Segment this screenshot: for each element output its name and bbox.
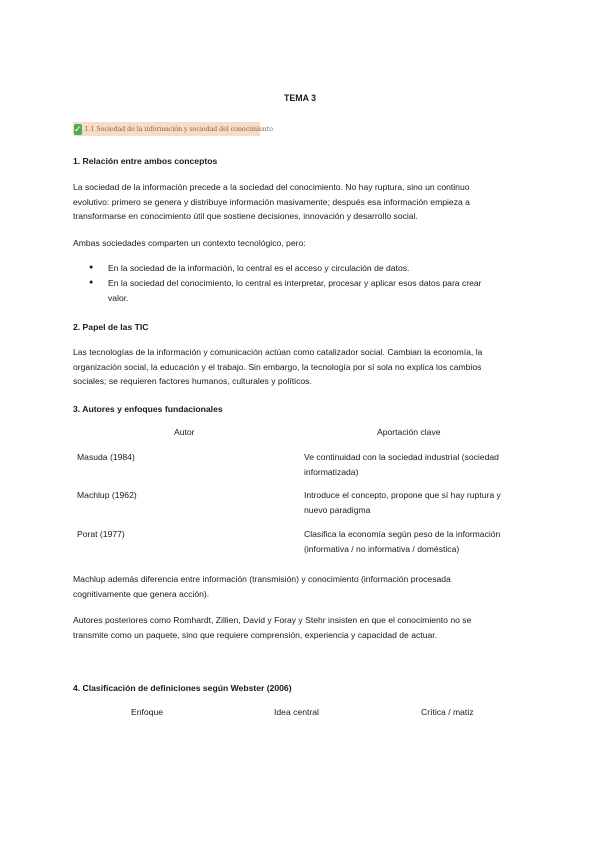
bullet-icon: ● xyxy=(89,279,94,286)
table-header-autor: Autor xyxy=(174,427,195,437)
text-line: transmite como un paquete, sino que requiere comprensión, experiencia y capacidad de actuar. xyxy=(73,629,438,640)
table-header-idea-central: Idea central xyxy=(274,707,319,717)
table-cell-author: Porat (1977) xyxy=(77,529,125,539)
table-header-critica: Crítica / matiz xyxy=(421,707,474,717)
text-line: Machlup además diferencia entre información (transmisión) y conocimiento (información procesada xyxy=(73,574,451,584)
section-1-paragraph-1 xyxy=(73,180,533,224)
text-line: Las tecnologías de la información y comunicación actúan como catalizador social. Cambian la economía, la xyxy=(73,347,483,357)
bullet-text: En la sociedad de la información, lo central es el acceso y circulación de datos. xyxy=(108,263,410,273)
bullet-text: valor. xyxy=(108,292,129,303)
text-line: sociales; se requieren factores humanos, culturales y políticos. xyxy=(73,376,312,387)
section-3-heading: 3. Autores y enfoques fundacionales xyxy=(73,404,223,414)
text-line: La sociedad de la información precede a la sociedad del conocimiento. No hay ruptura, sino un continuo xyxy=(73,182,470,192)
section-1-paragraph-2: Ambas sociedades comparten un contexto tecnológico, pero: xyxy=(73,238,306,248)
text-line: organización social, la educación y el trabajo. Sin embargo, la tecnología por sí sola no explica los cambios xyxy=(73,361,482,372)
text-line: transformarse en conocimiento útil que sostiene decisiones, innovación y desarrollo social. xyxy=(73,211,418,222)
page-title: TEMA 3 xyxy=(284,93,316,103)
section-3-paragraph-2 xyxy=(73,613,533,642)
section-1-heading: 1. Relación entre ambos conceptos xyxy=(73,156,218,166)
cell-line: (informativa / no informativa / doméstica) xyxy=(304,543,460,554)
section-tag-label: 1.1 Sociedad de la información y sociedad del conocimiento xyxy=(84,125,273,133)
bullet-item xyxy=(89,276,529,305)
section-3-paragraph-1 xyxy=(73,572,533,601)
table-cell-contribution xyxy=(304,527,544,556)
cell-line: Clasifica la economía según peso de la información xyxy=(304,529,501,539)
table-header-aportacion: Aportación clave xyxy=(377,427,441,437)
cell-line: Ve continuidad con la sociedad industrial (sociedad xyxy=(304,452,499,462)
table-cell-author: Masuda (1984) xyxy=(77,452,135,462)
bullet-icon: ● xyxy=(89,264,94,271)
cell-line: Introduce el concepto, propone que sí hay ruptura y xyxy=(304,490,501,500)
check-icon: ✓ xyxy=(74,123,82,134)
section-2-paragraph xyxy=(73,345,533,389)
table-cell-contribution xyxy=(304,450,544,479)
bullet-item xyxy=(89,261,529,276)
text-line: cognitivamente que genera acción). xyxy=(73,588,210,599)
cell-line: nuevo paradigma xyxy=(304,504,371,515)
cell-line: informatizada) xyxy=(304,466,359,477)
bullet-text: En la sociedad del conocimiento, lo central es interpretar, procesar y aplicar esos datos para crear xyxy=(108,278,482,288)
text-line: Autores posteriores como Romhardt, Zillien, David y Foray y Stehr insisten en que el conocimiento no se xyxy=(73,615,472,625)
table-header-enfoque: Enfoque xyxy=(131,707,164,717)
text-line: evolutivo: primero se genera y distribuye información masivamente; después esa información empieza a xyxy=(73,196,470,207)
table-cell-author: Machlup (1962) xyxy=(77,490,137,500)
section-2-heading: 2. Papel de las TIC xyxy=(73,322,149,332)
table-cell-contribution xyxy=(304,488,544,517)
section-tag xyxy=(73,122,273,136)
section-4-heading: 4. Clasificación de definiciones según Webster (2006) xyxy=(73,683,292,693)
